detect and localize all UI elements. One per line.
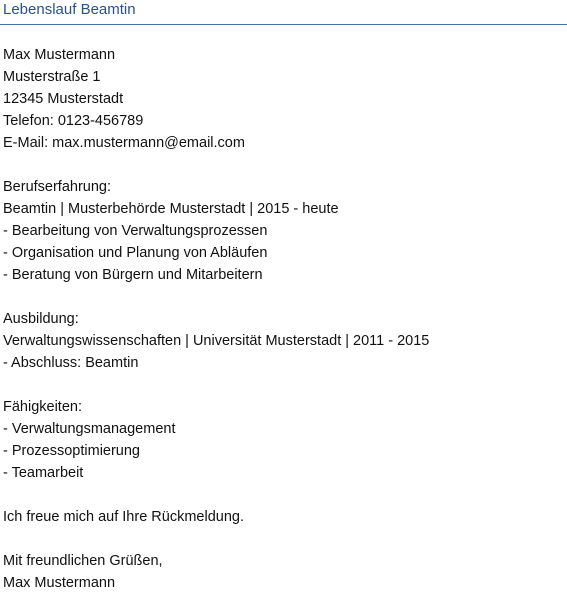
document-body (3, 44, 563, 594)
contact-city: 12345 Musterstadt (3, 91, 124, 107)
signature-name: Max Mustermann (3, 575, 116, 591)
greeting: Mit freundlichen Grüßen, (3, 553, 163, 569)
experience-item: - Bearbeitung von Verwaltungsprozessen (3, 223, 268, 239)
paragraph-gap (3, 286, 563, 308)
skills-heading: Fähigkeiten: (3, 399, 82, 415)
experience-item: - Organisation und Planung von Abläufen (3, 245, 268, 261)
contact-name: Max Mustermann (3, 47, 116, 63)
closing-sentence: Ich freue mich auf Ihre Rückmeldung. (3, 509, 244, 525)
skills-item: - Prozessoptimierung (3, 443, 140, 459)
experience-entry: Beamtin | Musterbehörde Musterstadt | 2015 - heute (3, 201, 339, 217)
experience-heading: Berufserfahrung: (3, 179, 112, 195)
education-entry: Verwaltungswissenschaften | Universität Musterstadt | 2011 - 2015 (3, 333, 430, 349)
contact-block (3, 44, 563, 154)
experience-item: - Beratung von Bürgern und Mitarbeitern (3, 267, 263, 283)
contact-email: E-Mail: max.mustermann@email.com (3, 135, 245, 151)
document-title: Lebenslauf Beamtin (3, 1, 136, 18)
contact-phone: Telefon: 0123-456789 (3, 113, 144, 129)
skills-item: - Verwaltungsmanagement (3, 421, 176, 437)
contact-street: Musterstraße 1 (3, 69, 101, 85)
skills-section (3, 396, 563, 484)
paragraph-gap (3, 528, 563, 550)
paragraph-gap (3, 374, 563, 396)
education-item: - Abschluss: Beamtin (3, 355, 139, 371)
signoff-block (3, 550, 563, 594)
paragraph-gap (3, 484, 563, 506)
education-heading: Ausbildung: (3, 311, 79, 327)
education-section (3, 308, 563, 374)
paragraph-gap (3, 154, 563, 176)
experience-section (3, 176, 563, 286)
title-divider (0, 24, 567, 25)
skills-item: - Teamarbeit (3, 465, 84, 481)
